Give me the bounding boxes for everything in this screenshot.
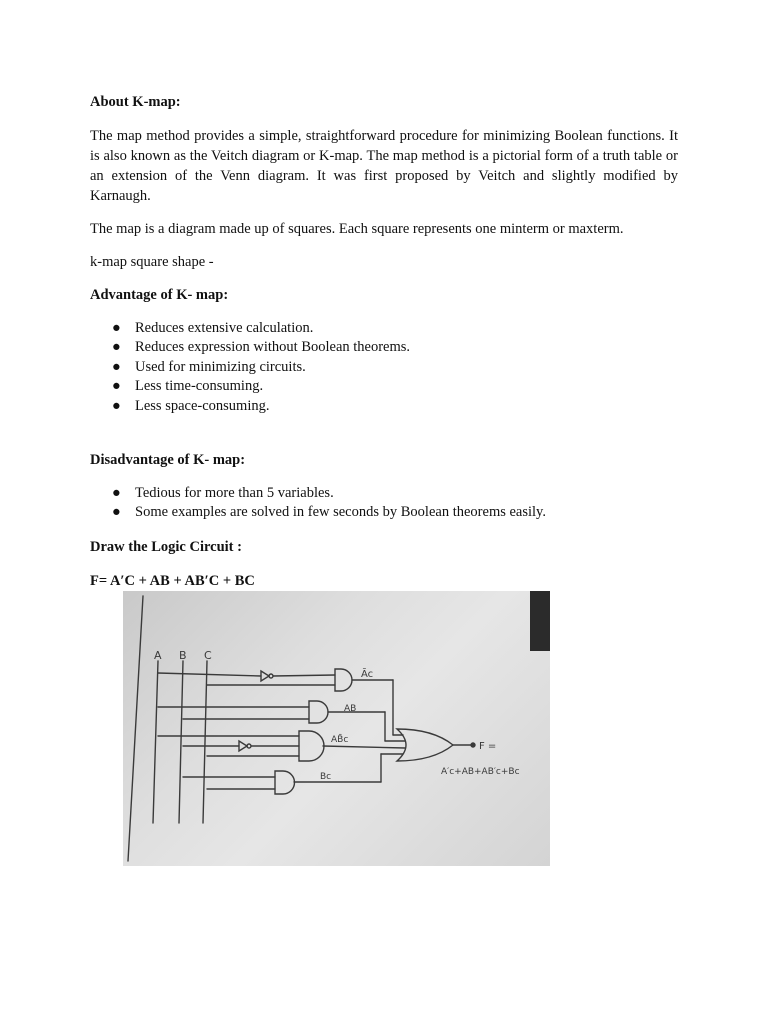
input-label-a: A (154, 649, 162, 662)
input-line-a (153, 661, 158, 823)
gate-label-3: AB̄c (331, 735, 349, 745)
photo-edge-shadow (530, 591, 550, 651)
bullet-icon: ● (112, 339, 121, 356)
bullet-icon: ● (112, 397, 121, 414)
and-gate-3 (299, 731, 324, 761)
about-paragraph-3: k-map square shape - (90, 254, 214, 270)
wire (158, 673, 261, 676)
advantage-list (90, 319, 678, 416)
or-gate (397, 729, 453, 761)
input-label-b: B (179, 649, 187, 662)
list-item: ● Reduces expression without Boolean theorems. (90, 338, 678, 357)
gate-label-2: AB (344, 704, 357, 714)
list-item: ● Tedious for more than 5 variables. (90, 484, 678, 503)
list-item: ● Used for minimizing circuits. (90, 358, 678, 377)
output-label: F = (479, 741, 497, 752)
bullet-icon: ● (112, 485, 121, 502)
document-page (90, 92, 678, 603)
logic-circuit-photo (123, 591, 550, 866)
list-item: ● Less time-consuming. (90, 377, 678, 396)
list-item: ● Less space-consuming. (90, 397, 678, 416)
list-item: ● Some examples are solved in few seconds by Boolean theorems easily. (90, 503, 678, 522)
margin-line (128, 596, 143, 861)
bullet-icon: ● (112, 504, 121, 521)
about-paragraph-1: The map method provides a simple, straightforward procedure for minimizing Boolean functions. It is also known as the Veitch diagram or K-map. The map method is a pictorial form of a truth table or an extension of the Venn diagram. It was first proposed by Veitch and slightly modified by Karnaugh. (90, 128, 678, 204)
output-expression: A′c+AB+AB′c+Bc (441, 767, 520, 777)
circuit-heading: Draw the Logic Circuit : (90, 538, 242, 555)
and-gate-4 (275, 771, 294, 794)
output-dot (471, 743, 475, 747)
disadvantage-list (90, 484, 678, 523)
not-gate-1 (261, 671, 269, 681)
wire (323, 746, 405, 748)
advantage-heading: Advantage of K- map: (90, 287, 229, 303)
bullet-icon: ● (112, 378, 121, 395)
gate-label-4: Bc (320, 772, 332, 782)
boolean-formula: F= A′C + AB + AB′C + BC (90, 572, 255, 589)
list-item: ● Reduces extensive calculation. (90, 319, 678, 338)
about-paragraph-2: The map is a diagram made up of squares. Each square represents one minterm or maxterm. (90, 221, 624, 237)
about-heading: About K-map: (90, 94, 181, 110)
gate-label-1: Āc (361, 669, 374, 680)
wire (273, 675, 335, 676)
bullet-icon: ● (112, 358, 121, 375)
and-gate-2 (309, 701, 328, 723)
not-gate-2 (239, 741, 247, 751)
input-line-b (179, 661, 183, 823)
disadvantage-heading: Disadvantage of K- map: (90, 452, 246, 469)
input-label-c: C (204, 649, 212, 662)
and-gate-1 (335, 669, 352, 691)
bullet-icon: ● (112, 320, 121, 336)
logic-circuit-drawing (123, 591, 550, 866)
